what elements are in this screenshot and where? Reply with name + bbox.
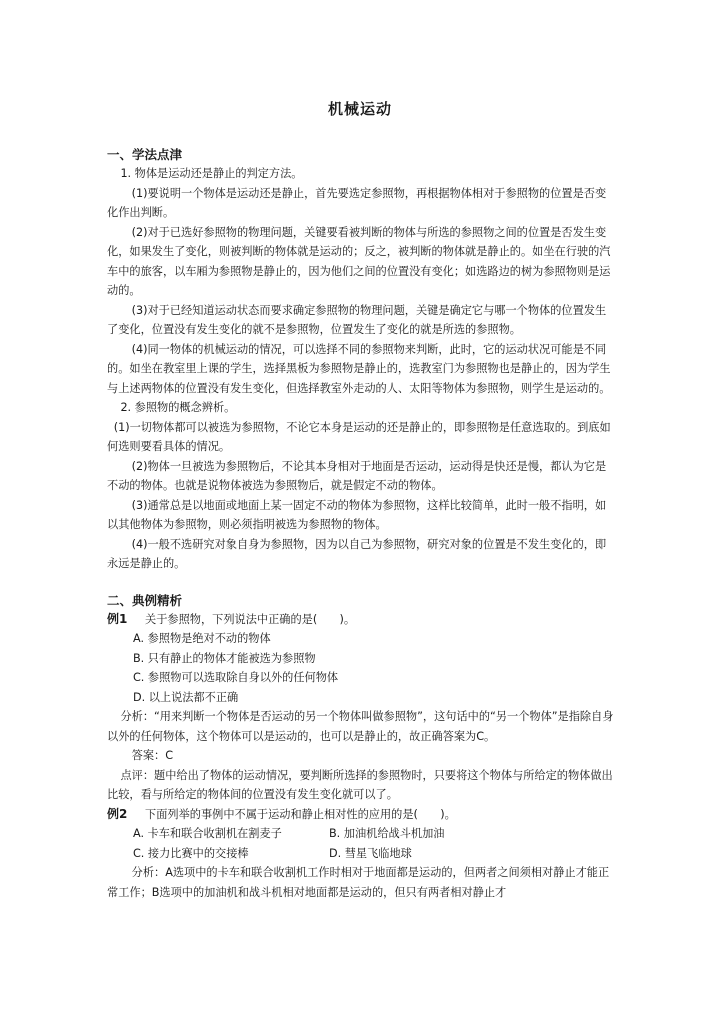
example-1-analysis: 分析：“用来判断一个物体是否运动的另一个物体叫做参照物”，这句话中的“另一个物体”是指除自身以外的任何物体，这个物体可以是运动的，也可以是静止的，故正确答案为C。	[107, 710, 614, 743]
example-label: 例2	[107, 806, 128, 821]
paragraph: (4)同一物体的机械运动的情况，可以选择不同的参照物来判断，此时，它的运动状况可能是不同的。如坐在教室里上课的学生，选择黑板为参照物是静止的，选教室门为参照物也是静止的，因为学生与上述两物体的位置没有发生变化，但选择教室外走动的人、太阳等物体为参照物，则学生是运动的。	[107, 342, 611, 395]
example-2-analysis: 分析：A选项中的卡车和联合收割机工作时相对于地面都是运动的，但两者之间须相对静止才能正常工作；B选项中的加油机和战斗机相对地面都是运动的，但只有两者相对静止才	[107, 866, 610, 899]
paragraph: (2)对于已选好参照物的物理问题，关键要看被判断的物体与所选的参照物之间的位置是否发生变化，如果发生了变化，则被判断的物体就是运动的；反之，被判断的物体就是静止的。如坐在行驶的汽车中的旅客，以车厢为参照物是静止的，因为他们之间的位置没有变化；如选路边的树为参照物则是运动的。	[107, 225, 611, 297]
option-d: D. 彗星飞临地球	[329, 846, 412, 860]
option-b: B. 只有静止的物体才能被选为参照物	[133, 651, 316, 665]
options-row	[107, 824, 615, 844]
example-2-question	[107, 805, 615, 825]
item-2-title: 2. 参照物的概念辨析。	[120, 401, 236, 414]
paragraph: (4)一般不选研究对象自身为参照物，因为以自己为参照物，研究对象的位置是不发生变化的，即永远是静止的。	[107, 537, 607, 570]
option-a: A. 卡车和联合收割机在割麦子	[133, 827, 282, 840]
example-label: 例1	[107, 611, 128, 626]
paragraph: (3)通常总是以地面或地面上某一固定不动的物体为参照物，这样比较简单，此时一般不指明，如以其他物体为参照物，则必须指明被选为参照物的物体。	[107, 498, 607, 531]
section-heading-study-tips: 一、学法点津	[107, 147, 183, 162]
option-c: C. 参照物可以选取除自身以外的任何物体	[133, 671, 339, 684]
section-heading-examples: 二、典例精析	[107, 592, 183, 608]
document-title: 机械运动	[327, 100, 392, 118]
option-b: B. 加油机给战斗机加油	[329, 827, 445, 840]
document-body	[107, 146, 615, 902]
example-1-comment: 点评：题中给出了物体的运动情况，要判断所选择的参照物时，只要将这个物体与所给定的物体做出比较，看与所给定的物体间的位置没有发生变化就可以了。	[107, 768, 613, 801]
question-text: 关于参照物，下列说法中正确的是( )。	[145, 612, 356, 626]
paragraph: (2)物体一旦被选为参照物后，不论其本身相对于地面是否运动，运动得是快还是慢，都认为它是不动的物体。也就是说物体被选为参照物后，就是假定不动的物体。	[107, 459, 607, 492]
option-c: C. 接力比赛中的交接棒	[133, 846, 249, 860]
example-1-question	[107, 610, 615, 630]
paragraph: (1)一切物体都可以被选为参照物，不论它本身是运动的还是静止的，即参照物是任意选取的。到底如何选则要看具体的情况。	[107, 420, 611, 453]
option-d: D. 以上说法都不正确	[133, 690, 239, 704]
paragraph: (3)对于已经知道运动状态而要求确定参照物的物理问题，关键是确定它与哪一个物体的位置发生了变化，位置没有发生变化的就不是参照物，位置发生了变化的就是所选的参照物。	[107, 303, 607, 336]
paragraph: (1)要说明一个物体是运动还是静止，首先要选定参照物，再根据物体相对于参照物的位置是否变化作出判断。	[107, 186, 607, 219]
item-1-title: 1. 物体是运动还是静止的判定方法。	[120, 167, 303, 180]
question-text: 下面列举的事例中不属于运动和静止相对性的应用的是( )。	[145, 807, 456, 821]
option-a: A. 参照物是绝对不动的物体	[133, 632, 271, 645]
options-row	[107, 844, 615, 864]
example-1-answer: 答案：C	[131, 749, 173, 762]
